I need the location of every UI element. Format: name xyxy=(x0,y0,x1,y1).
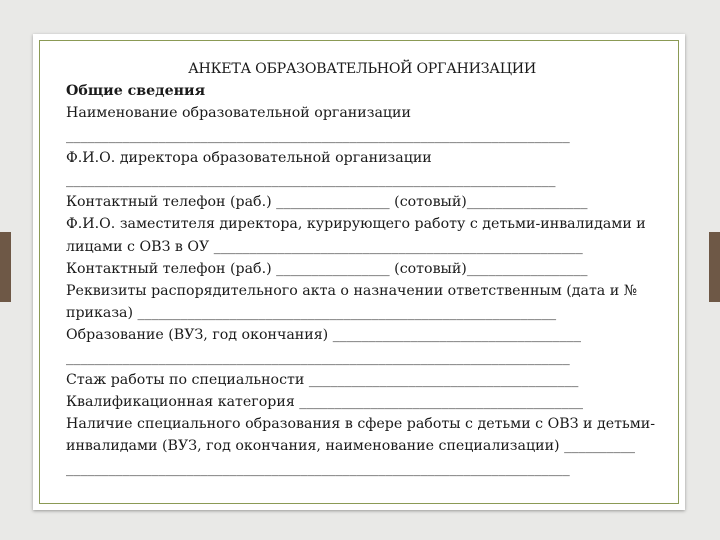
form-line: Контактный телефон (раб.) ________________ (сотовый)_________________ xyxy=(66,194,588,211)
wood-background-right xyxy=(709,232,720,302)
form-line: инвалидами (ВУЗ, год окончания, наименование специализации) __________ xyxy=(66,438,636,455)
form-line: Ф.И.О. директора образовательной организации xyxy=(66,149,432,166)
form-line: _____________________________________________________________________ xyxy=(66,172,556,189)
form-line: _______________________________________________________________________ xyxy=(66,127,570,144)
wood-background-left xyxy=(0,232,11,302)
form-line: _______________________________________________________________________ xyxy=(66,349,570,366)
form-line: Наличие специального образования в сфере работы с детьми с ОВЗ и детьми- xyxy=(66,416,656,433)
form-line: Квалификационная категория ________________________________________ xyxy=(66,394,584,411)
form-line: приказа) ___________________________________________________________ xyxy=(66,305,557,322)
form-line: Образование (ВУЗ, год окончания) ___________________________________ xyxy=(66,327,581,344)
document-title: АНКЕТА ОБРАЗОВАТЕЛЬНОЙ ОРГАНИЗАЦИИ xyxy=(188,61,536,77)
form-line: _______________________________________________________________________ xyxy=(66,460,570,477)
form-line: Реквизиты распорядительного акта о назначении ответственным (дата и № xyxy=(66,283,638,300)
questionnaire-text xyxy=(66,58,658,480)
form-line: Ф.И.О. заместителя директора, курирующего работу с детьми-инвалидами и xyxy=(66,216,646,233)
document-card xyxy=(33,34,685,510)
form-line: Наименование образовательной организации xyxy=(66,105,411,122)
form-line: Контактный телефон (раб.) ________________ (сотовый)_________________ xyxy=(66,260,588,277)
form-line: лицами с ОВЗ в ОУ ____________________________________________________ xyxy=(66,238,583,255)
section-heading: Общие сведения xyxy=(66,83,206,100)
form-line: Стаж работы по специальности ______________________________________ xyxy=(66,371,579,388)
